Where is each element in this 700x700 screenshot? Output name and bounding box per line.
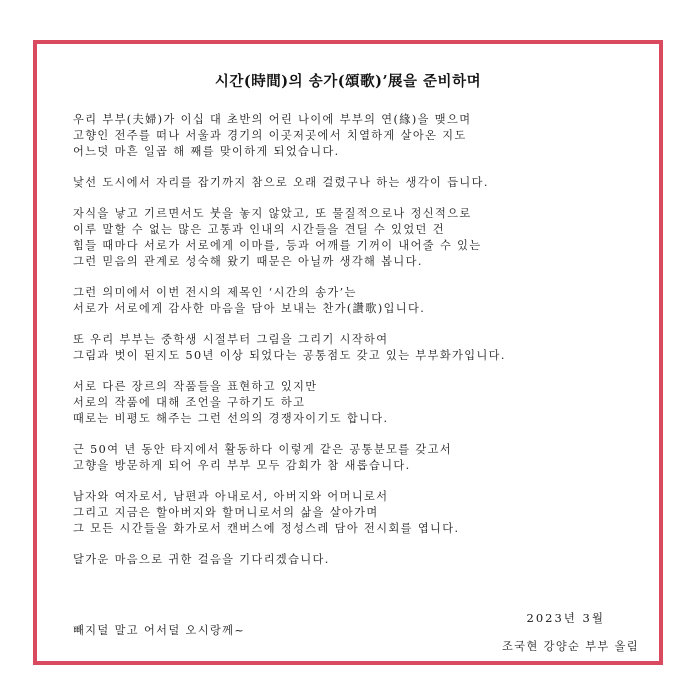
paragraph-line: 때로는 비평도 해주는 그런 선의의 경쟁자이기도 합니다. xyxy=(73,412,389,425)
paragraph-line: 그런 믿음의 관계로 성숙해 왔기 때문은 아닐까 생각해 봅니다. xyxy=(73,255,423,268)
paragraph-line: 그 모든 시간들을 화가로서 캔버스에 정성스레 담아 전시회를 엽니다. xyxy=(73,522,460,535)
letter-date: 2023년 3월 xyxy=(526,611,605,625)
paragraph xyxy=(73,285,643,317)
paragraph-line: 그림과 벗이 된지도 50년 이상 되었다는 공통점도 갖고 있는 부부화가입니다. xyxy=(73,349,506,362)
paragraph-line: 힘들 때마다 서로가 서로에게 이마를, 등과 어깨를 기꺼이 내어줄 수 있는 xyxy=(73,239,482,252)
paragraph-line: 근 50여 년 동안 타지에서 활동하다 이렇게 같은 공통분모를 갖고서 xyxy=(73,443,453,456)
paragraph-line: 자식을 낳고 기르면서도 붓을 놓지 않았고, 또 물질적으로나 정신적으로 xyxy=(73,207,472,220)
paragraph xyxy=(73,489,643,537)
paragraph xyxy=(73,552,643,568)
paragraph xyxy=(73,332,643,364)
paragraph-line: 그리고 지금은 할아버지와 할머니로서의 삶을 살아가며 xyxy=(73,506,379,519)
paragraph-line: 낯선 도시에서 자리를 잡기까지 참으로 오래 걸렸구나 하는 생각이 듭니다. xyxy=(73,176,489,189)
paragraph xyxy=(73,112,643,160)
paragraph-line: 고향인 전주를 떠나 서울과 경기의 이곳저곳에서 치열하게 살아온 지도 xyxy=(73,129,467,142)
paragraph-line: 우리 부부(夫婦)가 이십 대 초반의 어린 나이에 부부의 연(緣)을 맺으며 xyxy=(73,113,472,126)
letter-signature: 조국현 강양순 부부 올림 xyxy=(502,640,639,653)
paragraph-line: 서로가 서로에게 감사한 마음을 담아 보내는 찬가(讚歌)입니다. xyxy=(73,302,426,315)
paragraph-line: 달가운 마음으로 귀한 걸음을 기다리겠습니다. xyxy=(73,553,330,566)
letter-title: 시간(時間)의 송가(頌歌)’展을 준비하며 xyxy=(214,73,482,90)
paragraph-line: 서로의 작품에 대해 조언을 구하기도 하고 xyxy=(73,396,306,409)
paragraph-line: 남자와 여자로서, 남편과 아내로서, 아버지와 어머니로서 xyxy=(73,490,389,503)
paragraph xyxy=(73,379,643,427)
paragraph xyxy=(73,442,643,474)
paragraph-line: 이루 말할 수 없는 많은 고통과 인내의 시간들을 견딜 수 있었던 건 xyxy=(73,223,445,236)
paragraph-line: 또 우리 부부는 중학생 시절부터 그림을 그리기 시작하여 xyxy=(73,333,389,346)
letter-body xyxy=(73,112,643,583)
paragraph-line: 고향을 방문하게 되어 우리 부부 모두 감회가 참 새롭습니다. xyxy=(73,459,411,472)
paragraph xyxy=(73,175,643,191)
paragraph xyxy=(73,206,643,270)
paragraph-line: 그런 의미에서 이번 전시의 제목인 ‘시간의 송가’는 xyxy=(73,286,357,299)
letter-frame xyxy=(33,40,663,665)
paragraph-line: 어느덧 마흔 일곱 해 째를 맞이하게 되었습니다. xyxy=(73,145,340,158)
paragraph-line: 서로 다른 장르의 작품들을 표현하고 있지만 xyxy=(73,380,318,393)
letter-closing: 빼지덜 말고 어서덜 오시랑께~ xyxy=(73,624,246,637)
